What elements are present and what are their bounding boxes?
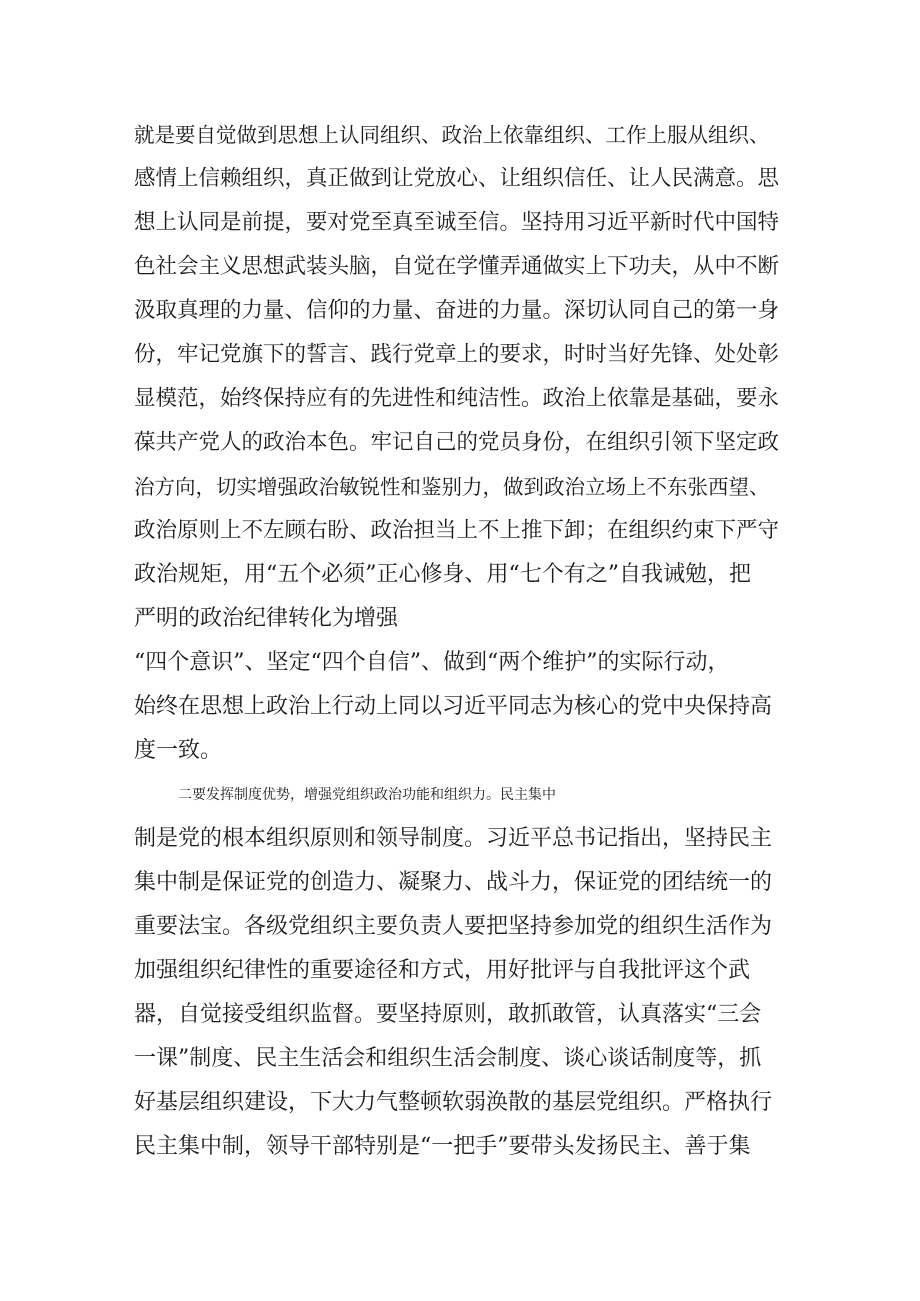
text-line: 一课”制度、民主生活会和组织生活会制度、谈心谈话制度等，抓: [134, 1046, 762, 1071]
text-line: 集中制是保证党的创造力、凝聚力、战斗力，保证党的团结统一的: [134, 870, 773, 895]
text-line: 加强组织纪律性的重要途径和方式，用好批评与自我批评这个武: [134, 958, 751, 983]
text-line: 器，自觉接受组织监督。要坚持原则，敢抓敢管，认真落实“三会: [134, 1002, 762, 1027]
text-line: 感情上信赖组织，真正做到让党放心、让组织信任、让人民满意。思: [134, 166, 780, 191]
text-line: 好基层组织建设，下大力气整顿软弱涣散的基层党组织。严格执行: [134, 1090, 773, 1115]
text-line: 始终在思想上政治上行动上同以习近平同志为核心的党中央保持高: [134, 694, 773, 719]
text-line: 就是要自觉做到思想上认同组织、政治上依靠组织、工作上服从组织、: [134, 123, 770, 147]
text-line: 想上认同是前提，要对党至真至诚至信。坚持用习近平新时代中国特: [134, 210, 780, 235]
text-line: 制是党的根本组织原则和领导制度。习近平总书记指出，坚持民主: [134, 826, 773, 851]
text-line: 色社会主义思想武装头脑，自觉在学懂弄通做实上下功夫，从中不断: [134, 254, 780, 279]
text-line: “四个意识”、坚定“四个自信”、做到“两个维护”的实际行动，: [134, 650, 730, 675]
text-line: 显模范，始终保持应有的先进性和纯洁性。政治上依靠是基础，要永: [134, 386, 780, 411]
paragraph-first-line: 二要发挥制度优势，增强党组织政治功能和组织力。民主集中: [178, 787, 556, 803]
text-line: 严明的政治纪律转化为增强: [134, 606, 399, 631]
text-line: 重要法宝。各级党组织主要负责人要把坚持参加党的组织生活作为: [134, 914, 773, 939]
text-line: 民主集中制，领导干部特别是“一把手”要带头发扬民主、善于集: [134, 1134, 751, 1159]
text-line: 治方向，切实增强政治敏锐性和鉴别力，做到政治立场上不东张西望、: [134, 475, 770, 499]
text-line: 政治原则上不左顾右盼、政治担当上不上推下卸；在组织约束下严守: [134, 518, 780, 543]
text-line: 份，牢记党旗下的誓言、践行党章上的要求，时时当好先锋、处处彰: [134, 342, 780, 367]
text-line: 度一致。: [134, 738, 223, 763]
text-line: 政治规矩，用“五个必须”正心修身、用“七个有之”自我诫勉，把: [134, 562, 751, 587]
text-line: 汲取真理的力量、信仰的力量、奋进的力量。深切认同自己的第一身: [134, 298, 780, 323]
text-line: 葆共产党人的政治本色。牢记自己的党员身份，在组织引领下坚定政: [134, 430, 780, 455]
